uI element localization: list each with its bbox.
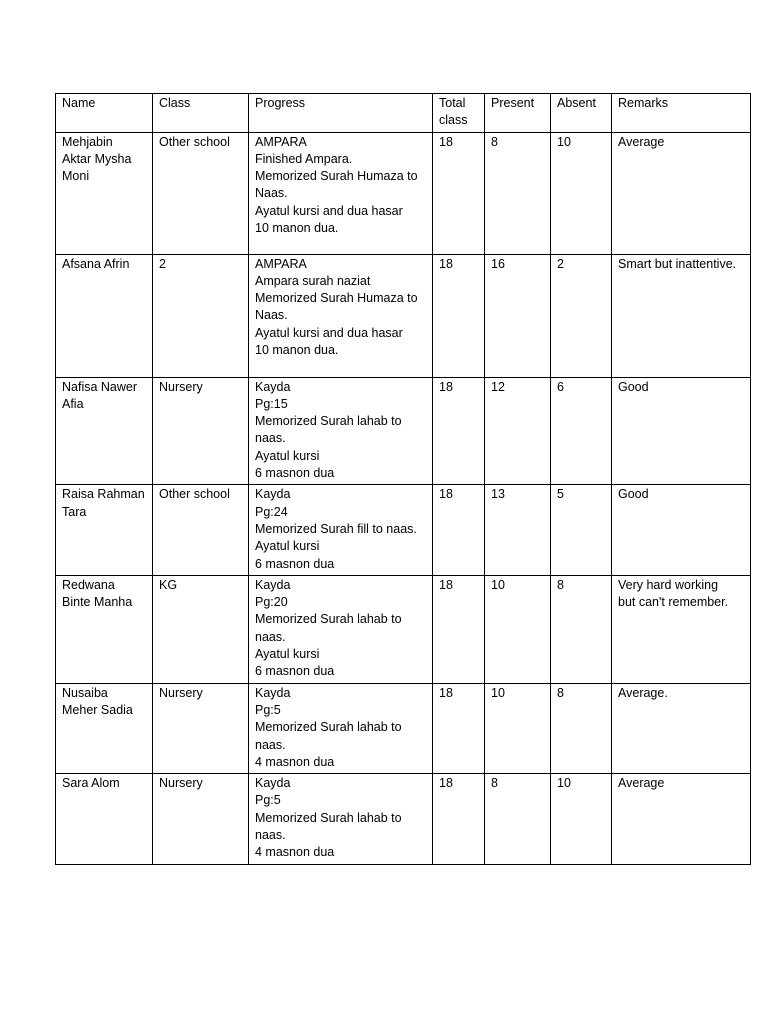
cell-name: Nafisa Nawer Afia (56, 377, 153, 485)
cell-progress: Kayda Pg:20 Memorized Surah lahab to naas. Ayatul kursi 6 masnon dua (249, 575, 433, 683)
header-name: Name (56, 94, 153, 133)
cell-absent: 8 (551, 575, 612, 683)
cell-name: Afsana Afrin (56, 254, 153, 377)
cell-class: Nursery (153, 683, 249, 773)
cell-remarks: Average (612, 132, 751, 254)
cell-progress: AMPARA Finished Ampara. Memorized Surah Humaza to Naas. Ayatul kursi and dua hasar 10 manon dua. (249, 132, 433, 254)
cell-remarks: Smart but inattentive. (612, 254, 751, 377)
cell-total-class: 18 (433, 683, 485, 773)
cell-total-class: 18 (433, 485, 485, 575)
header-progress: Progress (249, 94, 433, 133)
cell-remarks: Good (612, 485, 751, 575)
cell-name: Redwana Binte Manha (56, 575, 153, 683)
header-present: Present (485, 94, 551, 133)
header-class: Class (153, 94, 249, 133)
cell-present: 16 (485, 254, 551, 377)
cell-total-class: 18 (433, 377, 485, 485)
table-row (56, 683, 751, 773)
header-total-class: Total class (433, 94, 485, 133)
cell-progress: Kayda Pg:24 Memorized Surah fill to naas. Ayatul kursi 6 masnon dua (249, 485, 433, 575)
cell-present: 10 (485, 683, 551, 773)
cell-absent: 2 (551, 254, 612, 377)
cell-present: 8 (485, 132, 551, 254)
cell-progress: Kayda Pg:5 Memorized Surah lahab to naas. 4 masnon dua (249, 774, 433, 864)
cell-absent: 10 (551, 132, 612, 254)
header-absent: Absent (551, 94, 612, 133)
cell-name: Sara Alom (56, 774, 153, 864)
cell-total-class: 18 (433, 575, 485, 683)
cell-class: Nursery (153, 377, 249, 485)
cell-total-class: 18 (433, 774, 485, 864)
table-row (56, 575, 751, 683)
cell-present: 13 (485, 485, 551, 575)
student-progress-table (55, 93, 751, 865)
cell-present: 12 (485, 377, 551, 485)
cell-name: Raisa Rahman Tara (56, 485, 153, 575)
cell-name: Nusaiba Meher Sadia (56, 683, 153, 773)
cell-progress: AMPARA Ampara surah naziat Memorized Surah Humaza to Naas. Ayatul kursi and dua hasar 10 manon dua. (249, 254, 433, 377)
cell-class: 2 (153, 254, 249, 377)
cell-absent: 8 (551, 683, 612, 773)
table-header-row (56, 94, 751, 133)
cell-progress: Kayda Pg:5 Memorized Surah lahab to naas. 4 masnon dua (249, 683, 433, 773)
cell-absent: 6 (551, 377, 612, 485)
cell-total-class: 18 (433, 254, 485, 377)
cell-absent: 10 (551, 774, 612, 864)
table-row (56, 377, 751, 485)
table-row (56, 485, 751, 575)
cell-progress: Kayda Pg:15 Memorized Surah lahab to naas. Ayatul kursi 6 masnon dua (249, 377, 433, 485)
table-row (56, 774, 751, 864)
cell-class: Other school (153, 132, 249, 254)
cell-total-class: 18 (433, 132, 485, 254)
table-row (56, 254, 751, 377)
cell-present: 10 (485, 575, 551, 683)
header-remarks: Remarks (612, 94, 751, 133)
cell-remarks: Very hard working but can't remember. (612, 575, 751, 683)
cell-class: Other school (153, 485, 249, 575)
cell-name: Mehjabin Aktar Mysha Moni (56, 132, 153, 254)
cell-present: 8 (485, 774, 551, 864)
cell-remarks: Average (612, 774, 751, 864)
table-row (56, 132, 751, 254)
cell-class: Nursery (153, 774, 249, 864)
cell-class: KG (153, 575, 249, 683)
cell-absent: 5 (551, 485, 612, 575)
cell-remarks: Average. (612, 683, 751, 773)
cell-remarks: Good (612, 377, 751, 485)
